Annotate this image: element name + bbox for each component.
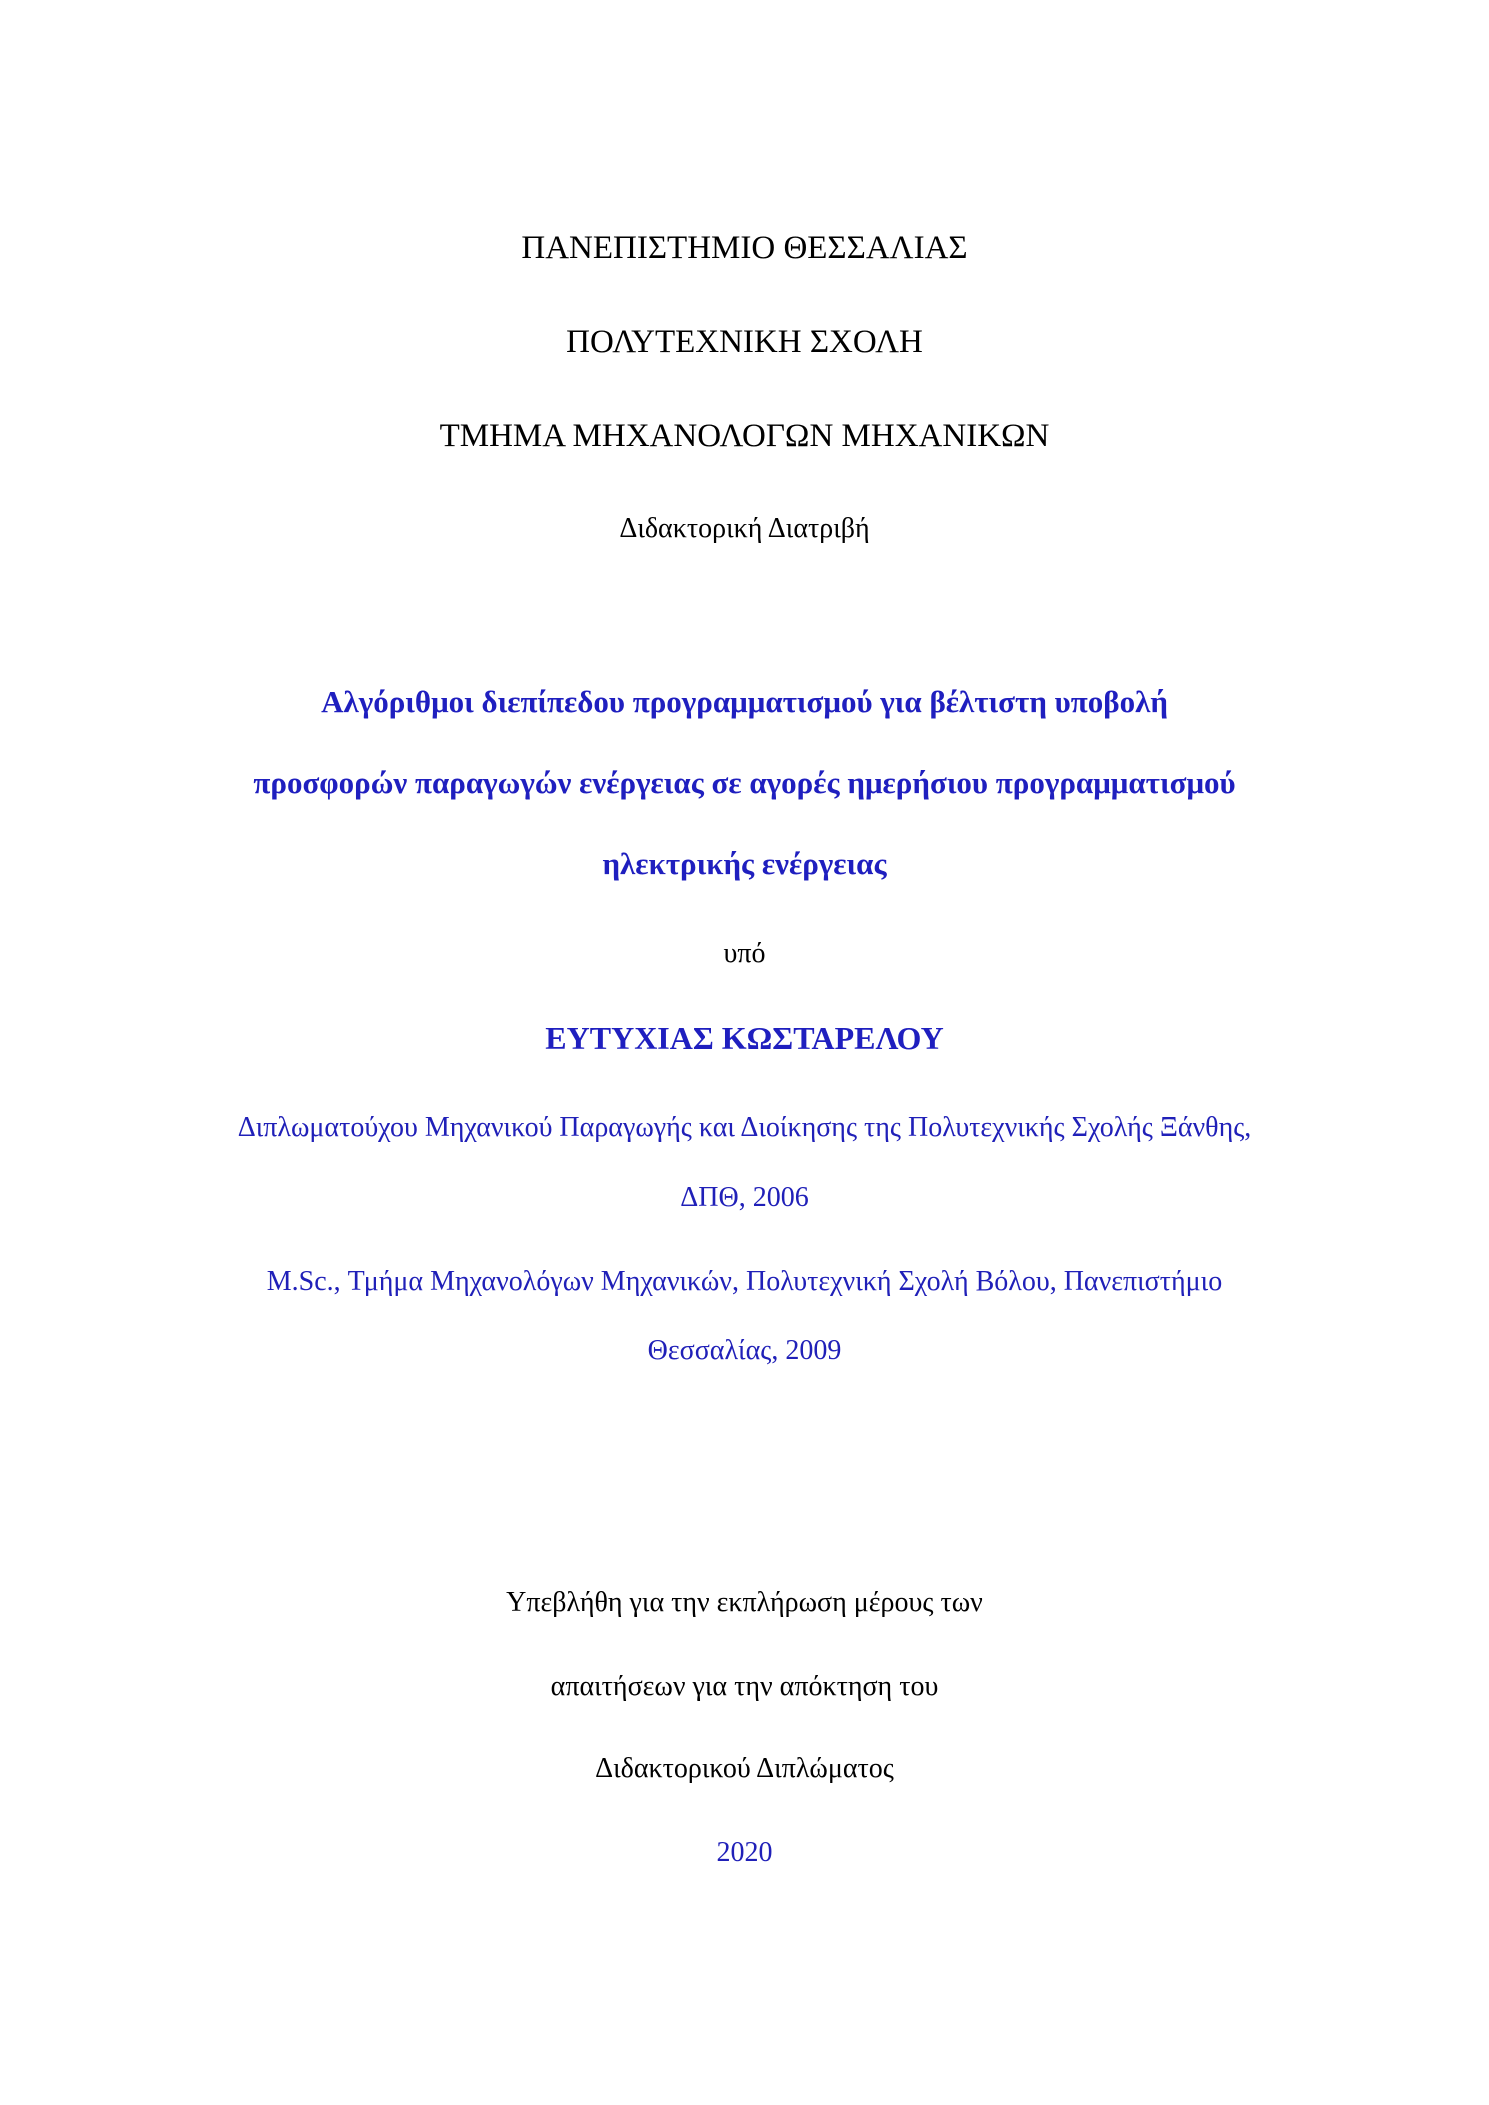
submission-line-1: Υπεβλήθη για την εκπλήρωση μέρους των	[506, 1587, 983, 1618]
document-type: Διδακτορική Διατριβή	[619, 513, 870, 544]
school-name: ΠΟΛΥΤΕΧΝΙΚΗ ΣΧΟΛΗ	[566, 324, 923, 360]
thesis-title-line-1: Αλγόριθμοι διεπίπεδου προγραμματισμού για βέλτιστη υποβολή	[321, 684, 1168, 719]
submission-year: 2020	[716, 1837, 773, 1868]
department-name: ΤΜΗΜΑ ΜΗΧΑΝΟΛΟΓΩΝ ΜΗΧΑΝΙΚΩΝ	[439, 418, 1050, 454]
thesis-title-line-3: ηλεκτρικής ενέργειας	[602, 846, 887, 881]
by-label: υπό	[723, 938, 766, 969]
submission-line-3: Διδακτορικού Διπλώματος	[595, 1753, 894, 1784]
degree-2-line-1: M.Sc., Τμήμα Μηχανολόγων Μηχανικών, Πολυτεχνική Σχολή Βόλου, Πανεπιστήμιο	[266, 1266, 1223, 1297]
thesis-title-line-2: προσφορών παραγωγών ενέργειας σε αγορές ημερήσιου προγραμματισμού	[253, 765, 1236, 800]
submission-line-2: απαιτήσεων για την απόκτηση του	[550, 1671, 939, 1702]
degree-1-line-2: ΔΠΘ, 2006	[680, 1182, 809, 1213]
author-name: ΕΥΤΥΧΙΑΣ ΚΩΣΤΑΡΕΛΟΥ	[545, 1020, 944, 1056]
degree-1-line-1: Διπλωματούχου Μηχανικού Παραγωγής και Διοίκησης της Πολυτεχνικής Σχολής Ξάνθης,	[237, 1112, 1252, 1143]
university-name: ΠΑΝΕΠΙΣΤΗΜΙΟ ΘΕΣΣΑΛΙΑΣ	[521, 230, 968, 266]
degree-2-line-2: Θεσσαλίας, 2009	[647, 1335, 842, 1366]
